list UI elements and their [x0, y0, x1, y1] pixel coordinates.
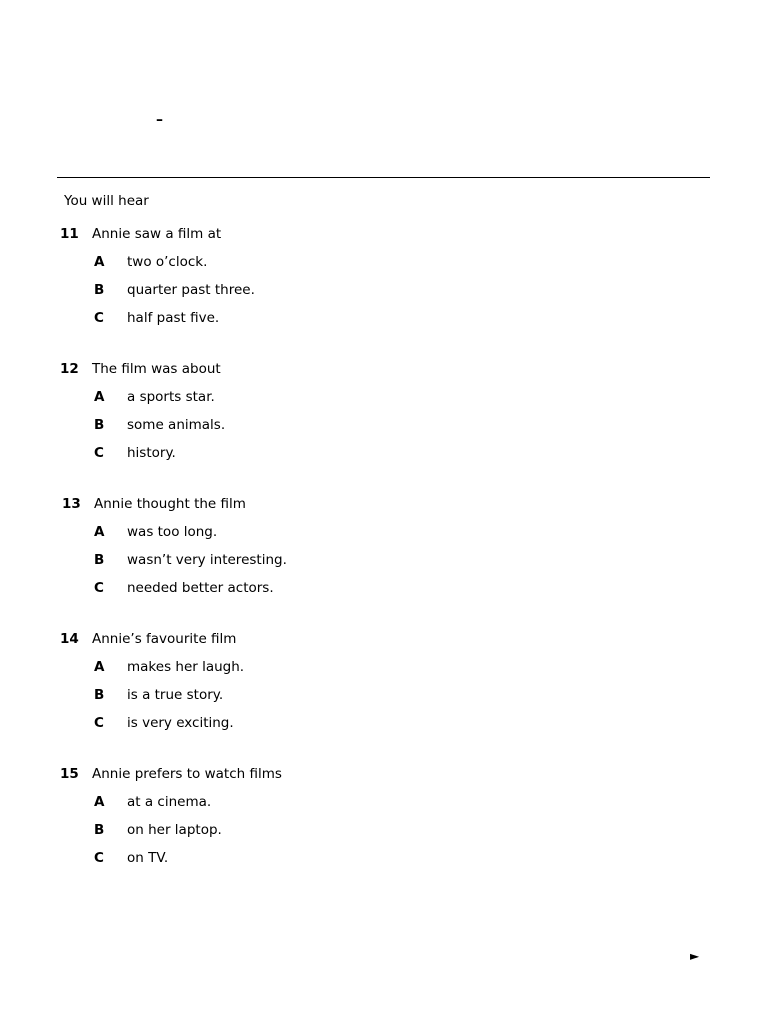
option-text: is a true story.	[127, 687, 224, 703]
option-text: needed better actors.	[127, 580, 274, 596]
option-letter: C	[94, 580, 104, 596]
question-14	[0, 631, 768, 743]
option-a[interactable]	[0, 254, 768, 282]
option-text: was too long.	[127, 524, 218, 540]
question-stem: Annie saw a film at	[92, 226, 222, 242]
option-letter: B	[94, 417, 105, 433]
question-number: 12	[60, 361, 79, 377]
option-letter: C	[94, 310, 104, 326]
question-13	[0, 496, 768, 608]
option-c[interactable]	[0, 715, 768, 743]
option-text: a sports star.	[127, 389, 215, 405]
option-letter: A	[94, 389, 105, 405]
option-letter: C	[94, 715, 104, 731]
option-text: quarter past three.	[127, 282, 255, 298]
option-text: is very exciting.	[127, 715, 234, 731]
option-letter: A	[94, 254, 105, 270]
option-text: some animals.	[127, 417, 226, 433]
question-number: 14	[60, 631, 79, 647]
option-text: at a cinema.	[127, 794, 212, 810]
option-a[interactable]	[0, 659, 768, 687]
header-rule	[57, 177, 710, 178]
option-letter: B	[94, 687, 105, 703]
option-text: makes her laugh.	[127, 659, 245, 675]
option-text: half past five.	[127, 310, 220, 326]
option-c[interactable]	[0, 310, 768, 338]
option-a[interactable]	[0, 524, 768, 552]
option-letter: A	[94, 659, 105, 675]
question-stem: Annie thought the film	[94, 496, 246, 512]
option-letter: A	[94, 794, 105, 810]
option-c[interactable]	[0, 580, 768, 608]
header-dash: –	[156, 112, 163, 128]
option-a[interactable]	[0, 389, 768, 417]
option-text: wasn’t very interesting.	[127, 552, 287, 568]
question-stem: The film was about	[92, 361, 221, 377]
question-stem: Annie’s favourite film	[92, 631, 237, 647]
option-letter: B	[94, 552, 105, 568]
question-row	[0, 766, 768, 786]
option-c[interactable]	[0, 850, 768, 878]
question-number: 13	[62, 496, 81, 512]
question-row	[0, 226, 768, 246]
option-text: on TV.	[127, 850, 169, 866]
question-row	[0, 631, 768, 651]
option-b[interactable]	[0, 822, 768, 850]
question-number: 11	[60, 226, 79, 242]
question-15	[0, 766, 768, 878]
option-letter: C	[94, 850, 104, 866]
question-row	[0, 361, 768, 381]
option-text: on her laptop.	[127, 822, 222, 838]
option-b[interactable]	[0, 552, 768, 580]
question-12	[0, 361, 768, 473]
option-b[interactable]	[0, 687, 768, 715]
intro-text: You will hear	[64, 193, 149, 209]
question-stem: Annie prefers to watch films	[92, 766, 282, 782]
question-11	[0, 226, 768, 338]
question-number: 15	[60, 766, 79, 782]
option-text: history.	[127, 445, 176, 461]
option-c[interactable]	[0, 445, 768, 473]
option-a[interactable]	[0, 794, 768, 822]
option-letter: B	[94, 282, 105, 298]
option-b[interactable]	[0, 417, 768, 445]
option-text: two o’clock.	[127, 254, 208, 270]
option-b[interactable]	[0, 282, 768, 310]
option-letter: B	[94, 822, 105, 838]
next-page-arrow-icon[interactable]: ►	[690, 949, 700, 963]
question-row	[0, 496, 768, 516]
option-letter: A	[94, 524, 105, 540]
option-letter: C	[94, 445, 104, 461]
